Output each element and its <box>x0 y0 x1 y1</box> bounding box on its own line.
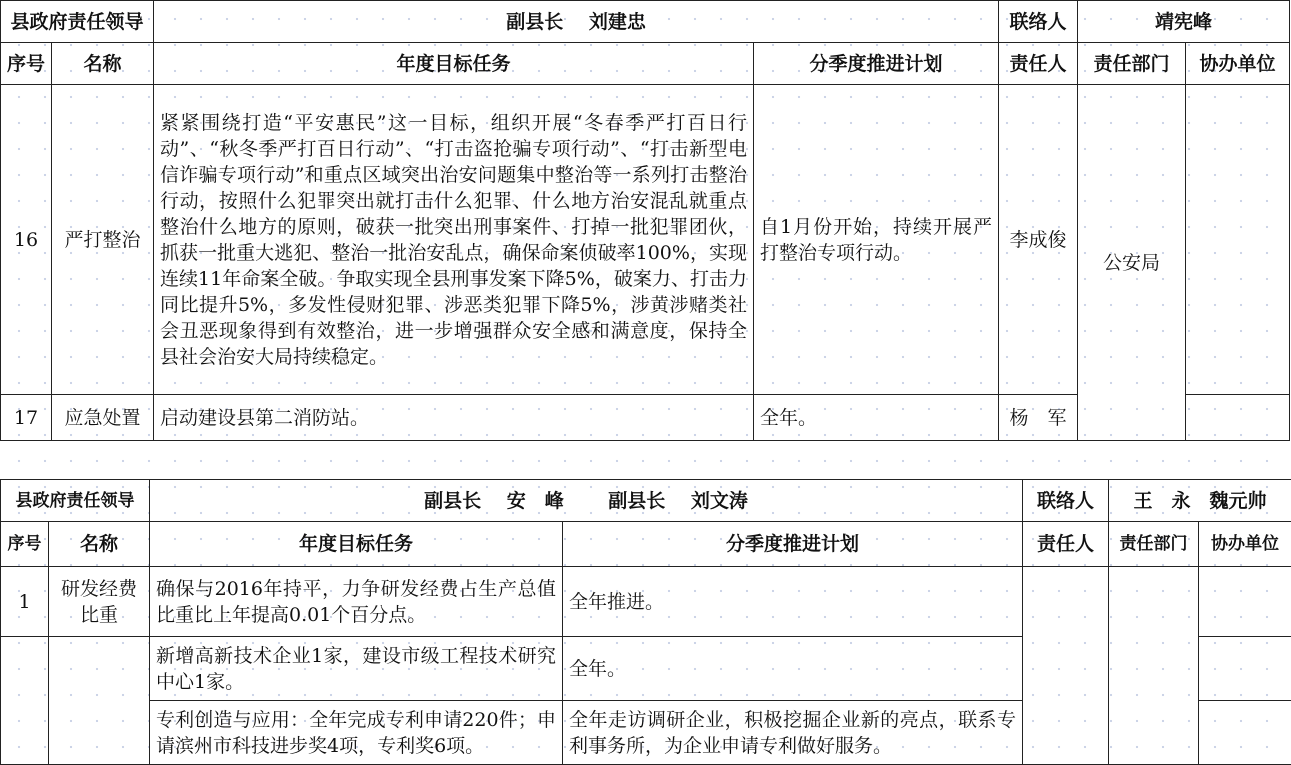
row-name: 应急处置 <box>52 395 154 441</box>
leader-label: 县政府责任领导 <box>1 1 154 43</box>
row-department <box>1109 567 1199 765</box>
col-header-plan: 分季度推进计划 <box>563 522 1023 567</box>
row-plan: 自1月份开始，持续开展严打整治专项行动。 <box>754 85 999 395</box>
row-plan: 全年。 <box>754 395 999 441</box>
row-task: 紧紧围绕打造“平安惠民”这一目标，组织开展“冬春季严打百日行动”、“秋冬季严打百日行动”、“打击盗抢骗专项行动”、“打击新型电信诈骗专项行动”和重点区域突出治安问题集中整治等一系列打击整治行动，按照什么犯罪突出就打击什么犯罪、什么地方治安混乱就重点整治什么地方的原则，破获一批突出刑事案件、打掉一批犯罪团伙，抓获一批重大逃犯、整治一批治安乱点，确保命案侦破率100%，实现连续11年命案全破。争取实现全县刑事发案下降5%，破案力、打击力同比提升5%，多发性侵财犯罪、涉恶类犯罪下降5%，涉黄涉赌类社会丑恶现象得到有效整治，进一步增强群众安全感和满意度，保持全县社会治安大局持续稳定。 <box>154 85 754 395</box>
table-row <box>1 85 1290 395</box>
row-seq: 1 <box>1 567 49 637</box>
row-seq: 17 <box>1 395 52 441</box>
row-assist <box>1199 637 1291 701</box>
leader-label: 县政府责任领导 <box>1 480 150 522</box>
liaison-value: 王 永 魏元帅 <box>1109 480 1291 522</box>
col-header-task: 年度目标任务 <box>154 43 754 85</box>
liaison-label: 联络人 <box>999 1 1078 43</box>
col-header-name: 名称 <box>49 522 150 567</box>
col-header-dept: 责任部门 <box>1078 43 1186 85</box>
leader-value: 副县长 安 峰 副县长 刘文涛 <box>150 480 1023 522</box>
row-task: 确保与2016年持平，力争研发经费占生产总值比重比上年提高0.01个百分点。 <box>150 567 563 637</box>
table-row <box>1 567 1291 637</box>
col-header-seq: 序号 <box>1 522 49 567</box>
row-plan: 全年推进。 <box>563 567 1023 637</box>
table-science-tech <box>0 479 1291 765</box>
row-person: 杨 军 <box>999 395 1078 441</box>
leader-value: 副县长 刘建忠 <box>154 1 999 43</box>
col-header-assist: 协办单位 <box>1199 522 1291 567</box>
row-plan: 全年。 <box>563 637 1023 701</box>
row-task: 新增高新技术企业1家，建设市级工程技术研究中心1家。 <box>150 637 563 701</box>
row-name: 严打整治 <box>52 85 154 395</box>
row-department: 公安局 <box>1078 85 1186 441</box>
col-header-person: 责任人 <box>999 43 1078 85</box>
col-header-seq: 序号 <box>1 43 52 85</box>
col-header-task: 年度目标任务 <box>150 522 563 567</box>
col-header-name: 名称 <box>52 43 154 85</box>
row-seq <box>1 637 49 765</box>
row-assist <box>1199 567 1291 637</box>
col-header-person: 责任人 <box>1023 522 1109 567</box>
liaison-label: 联络人 <box>1023 480 1109 522</box>
row-person: 李成俊 <box>999 85 1078 395</box>
col-header-plan: 分季度推进计划 <box>754 43 999 85</box>
row-assist <box>1186 395 1290 441</box>
row-assist <box>1186 85 1290 395</box>
row-plan: 全年走访调研企业，积极挖掘企业新的亮点，联系专利事务所，为企业申请专利做好服务。 <box>563 701 1023 765</box>
row-person <box>1023 567 1109 765</box>
row-seq: 16 <box>1 85 52 395</box>
row-task: 专利创造与应用：全年完成专利申请220件；申请滨州市科技进步奖4项，专利奖6项。 <box>150 701 563 765</box>
row-task: 启动建设县第二消防站。 <box>154 395 754 441</box>
liaison-value: 靖宪峰 <box>1078 1 1290 43</box>
col-header-assist: 协办单位 <box>1186 43 1290 85</box>
row-name: 研发经费比重 <box>49 567 150 637</box>
row-name <box>49 637 150 765</box>
row-assist <box>1199 701 1291 765</box>
col-header-dept: 责任部门 <box>1109 522 1199 567</box>
